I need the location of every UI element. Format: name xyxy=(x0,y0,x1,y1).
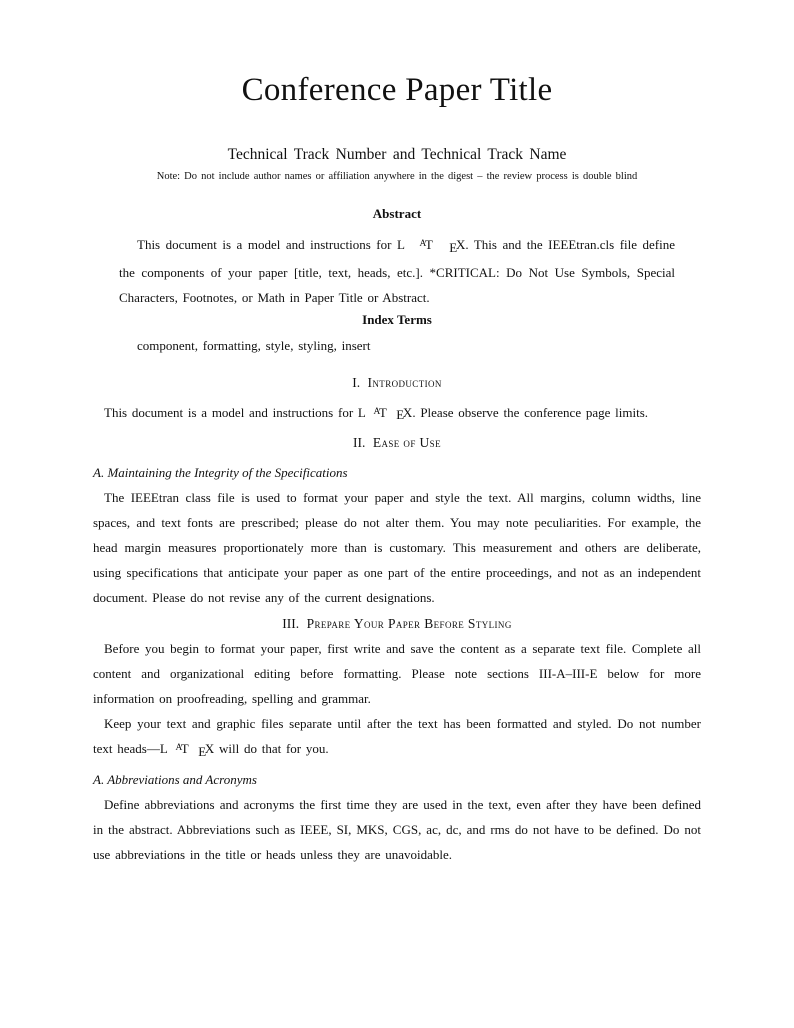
section-number: I. xyxy=(352,374,361,390)
abstract-heading: Abstract xyxy=(372,206,422,221)
introduction-text-after: . Please observe the conference page limits. xyxy=(412,404,648,420)
index-terms-list: component, formatting, style, styling, insert xyxy=(137,337,371,353)
section-number: II. xyxy=(353,435,366,451)
abstract-text-before: This document is a model and instructions for xyxy=(137,237,397,252)
introduction-paragraph xyxy=(93,400,701,428)
latex-logo: L AT EX xyxy=(396,237,466,255)
prepare-text-after: will do that for you. xyxy=(214,741,329,757)
index-terms-heading: Index Terms xyxy=(362,311,432,327)
paper-title: Conference Paper Title xyxy=(241,72,553,108)
index-terms-section xyxy=(119,311,675,358)
section-title: Introduction xyxy=(367,374,442,390)
section-title: Prepare Your Paper Before Styling xyxy=(306,616,512,632)
latex-logo: L AT EX xyxy=(357,404,413,423)
section-number: III. xyxy=(282,616,300,632)
paper-subtitle: Technical Track Number and Technical Track Name xyxy=(227,146,567,163)
introduction-text-before: This document is a model and instructions for xyxy=(104,404,358,420)
latex-logo: L AT EX xyxy=(159,741,215,760)
integrity-paragraph: The IEEEtran class file is used to format your paper and style the text. All margins, column widths, line spaces, and text fonts are prescribed; please do not alter them. You may note peculiarities. For example, the head margin measures proportionately more than is customary. This measurement and others are deliberate, using specifications that anticipate your paper as one part of the entire proceedings, and not as an independent document. Please do not revise any of the current designations. xyxy=(93,490,701,606)
abstract-paragraph xyxy=(119,232,675,310)
section-title: Ease of Use xyxy=(372,435,441,451)
subsection-heading-integrity: A. Maintaining the Integrity of the Specifications xyxy=(93,465,348,481)
prepare-paragraph-1: Before you begin to format your paper, first write and save the content as a separate text file. Complete all content and organizational editing before formatting. Please note sections III-A–III-E below for more information on proofreading, spelling and grammar. xyxy=(93,641,701,707)
abstract-text-after: . This and the IEEEtran.cls file define the components of your paper [title, text, heads, etc.]. *CRITICAL: Do Not Use Symbols, Special Characters, Footnotes, or Math in Paper Title or Abstract. xyxy=(119,237,676,305)
subsection-heading-abbreviations: A. Abbreviations and Acronyms xyxy=(93,772,257,788)
section-heading-ease-of-use xyxy=(93,434,701,452)
prepare-text-before: Keep your text and graphic files separate until after the text has been formatted and styled. Do not number text heads— xyxy=(93,716,701,757)
abstract-section xyxy=(119,205,675,310)
section-heading-prepare xyxy=(93,615,701,633)
section-heading-introduction xyxy=(93,374,701,392)
review-note: Note: Do not include author names or affiliation anywhere in the digest – the review process is double blind xyxy=(156,171,638,182)
prepare-paragraph-2 xyxy=(93,711,701,764)
abbreviations-paragraph: Define abbreviations and acronyms the first time they are used in the text, even after they have been defined in the abstract. Abbreviations such as IEEE, SI, MKS, CGS, ac, dc, and rms do not have to be defined. Do not use abbreviations in the title or heads unless they are unavoidable. xyxy=(93,797,701,863)
